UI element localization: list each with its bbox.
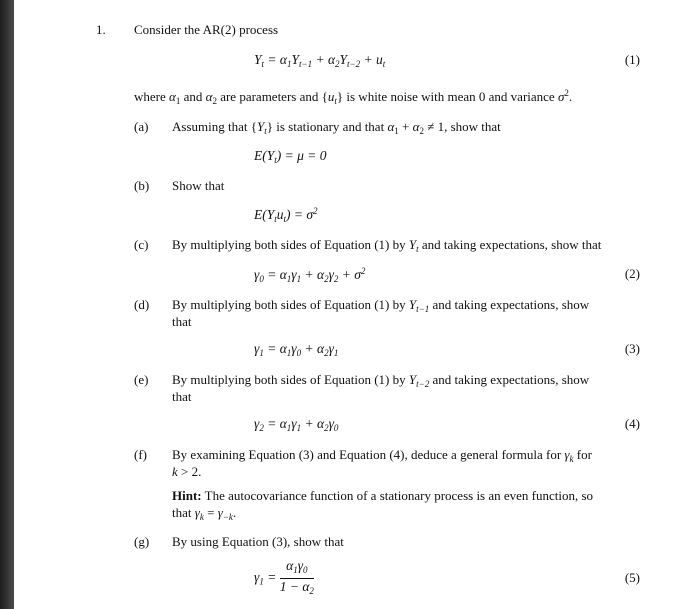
part-d-text-2: that xyxy=(172,314,192,329)
document-page xyxy=(14,0,700,609)
equation-1-tag: (1) xyxy=(624,52,640,67)
part-d-text: By multiplying both sides of Equation (1) by $Y_{t-1}$ and taking expectations, show xyxy=(172,297,590,314)
part-g-label: (g) xyxy=(134,534,150,549)
hint-text: Hint: The autocovariance function of a stationary process is an even function, so xyxy=(172,488,594,503)
hint-text-2: that $\gamma_k = \gamma_{-k}$. xyxy=(172,505,237,522)
problem-intro: Consider the AR(2) process xyxy=(134,22,279,37)
part-c-label: (c) xyxy=(134,237,149,252)
equation-5-tag: (5) xyxy=(624,570,640,585)
part-c-text: By multiplying both sides of Equation (1) by $Y_t$ and taking expectations, show that xyxy=(172,237,602,254)
equation-expectation-y: $E(Y_t) = \mu = 0$ xyxy=(254,148,327,165)
equation-1: $Y_t = \alpha_1Y_{t-1} + \alpha_2Y_{t-2} + u_t$ xyxy=(254,52,386,69)
part-f-condition: k > 2. xyxy=(172,464,202,479)
equation-3-tag: (3) xyxy=(624,341,640,356)
equation-2: $\gamma_0 = \alpha_1\gamma_1 + \alpha_2\gamma_2 + \sigma^2$ xyxy=(254,266,366,284)
problem-number: 1. xyxy=(96,22,106,37)
part-a-label: (a) xyxy=(134,119,149,134)
equation-3: $\gamma_1 = \alpha_1\gamma_0 + \alpha_2\gamma_1$ xyxy=(254,341,339,358)
equation-5: $\gamma_1$ = $\frac{\alpha_1\gamma_0}{1 - \alpha_2}$ xyxy=(254,558,314,596)
part-g-text: By using Equation (3), show that xyxy=(172,534,344,549)
page-edge-shadow xyxy=(0,0,14,609)
equation-expectation-yu: $E(Y_tu_t) = \sigma^2$ xyxy=(254,206,318,224)
part-d-label: (d) xyxy=(134,297,150,312)
part-e-text-2: that xyxy=(172,389,192,404)
part-f-label: (f) xyxy=(134,447,147,462)
part-e-text: By multiplying both sides of Equation (1) by $Y_{t-2}$ and taking expectations, show xyxy=(172,372,590,389)
part-b-label: (b) xyxy=(134,178,150,193)
part-a-text: Assuming that $\{Y_t\}$ is stationary and that $\alpha_1 + \alpha_2 \ne 1$, show that xyxy=(172,119,501,136)
where-line: where $\alpha_1$ and $\alpha_2$ are parameters and $\{u_t\}$ is white noise with mean 0 and variance $\sigma^2$. xyxy=(134,88,573,106)
equation-4: $\gamma_2 = \alpha_1\gamma_1 + \alpha_2\gamma_0$ xyxy=(254,416,339,433)
equation-4-tag: (4) xyxy=(624,416,640,431)
part-b-text: Show that xyxy=(172,178,225,193)
part-e-label: (e) xyxy=(134,372,149,387)
part-f-text: By examining Equation (3) and Equation (4), deduce a general formula for $\gamma_k$ for xyxy=(172,447,592,464)
equation-2-tag: (2) xyxy=(624,266,640,281)
